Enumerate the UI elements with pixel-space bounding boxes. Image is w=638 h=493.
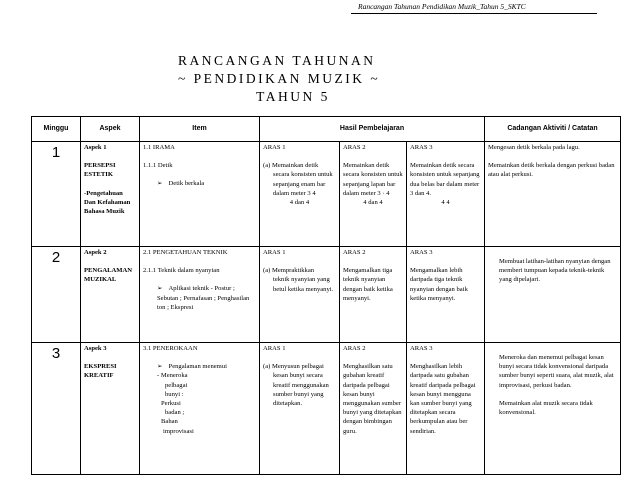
- item-line: pelbagai: [165, 381, 188, 389]
- aras-label: ARAS 3: [410, 249, 433, 256]
- aras2-cell: [340, 247, 407, 343]
- aspek-label: Aspek 3: [84, 345, 107, 352]
- table-header-row: [32, 117, 621, 142]
- aras-text: Menghasilkan satu gubahan kreatif daripada pelbagai kesan bunyi menggunakan sumber bunyi yang ditetapkan dengan bimbingan guru.: [343, 363, 402, 435]
- aras-text-end: 4 dan 4: [289, 199, 310, 207]
- header-aspek: Aspek: [81, 117, 140, 142]
- aras3-cell: [407, 343, 485, 475]
- item-line: badan ;: [165, 409, 185, 417]
- cadangan-cell: [485, 247, 621, 343]
- aras-text: Memainkan detik secara konsisten untuk sepanjang lapan bar dalam meter 3 · 4: [343, 162, 403, 197]
- page-title: [178, 52, 408, 106]
- aras-text-cont: secara konsisten untuk sepanjang enam bar dalam meter 3 4: [273, 171, 333, 197]
- aras-text: Mengamalkan lebih daripada tiga teknik nyanyian dengan baik ketika menyanyi.: [410, 267, 468, 302]
- aras2-cell: [340, 343, 407, 475]
- table-row: [32, 247, 621, 343]
- item-line: Perkusi: [161, 400, 181, 408]
- aras-text: (a) Menyusun pelbagai: [263, 363, 324, 371]
- aras-text: (a) Mempraktikkan: [263, 267, 315, 275]
- aras-text-cont: kesan bunyi secara kreatif menggunakan sumber bunyi yang ditetapkan.: [273, 372, 329, 408]
- aras-label: ARAS 2: [343, 345, 366, 352]
- item-cell: [140, 247, 260, 343]
- item-heading: 3.1 PENEROKAAN: [143, 345, 198, 352]
- item-bullet: ➢ Detik berkala: [143, 179, 256, 188]
- item-line: - Meneroka: [157, 372, 188, 380]
- week-number: 1: [32, 142, 81, 247]
- aras-text: Memainkan detik secara konsisten untuk sepanjang dua belas bar dalam meter 3 dan 4.: [410, 162, 480, 197]
- item-sub: 2.1.1 Teknik dalam nyanyian: [143, 267, 220, 275]
- header-item: Item: [140, 117, 260, 142]
- aras-label: ARAS 1: [263, 144, 286, 151]
- aras-text: Mengamalkan tiga teknik nyanyian dengan baik ketika menyanyi.: [343, 267, 393, 302]
- aspek-title: EKSPRESI KREATIF: [84, 363, 117, 380]
- cadangan-cell: [485, 343, 621, 475]
- aras1-cell: [260, 247, 340, 343]
- aspek-subtitle: -Pengetahuan Dan Kefahaman Bahasa Muzik: [84, 189, 131, 216]
- aspek-title: PERSEPSI ESTETIK: [84, 162, 116, 179]
- header-rule: [351, 13, 597, 14]
- cadangan-text: Membuat latihan-latihan nyanyian dengan memberi tumpuan kepada teknik-teknik yang dipelajari.: [499, 258, 611, 284]
- item-heading: 1.1 IRAMA: [143, 144, 175, 151]
- table-row: [32, 142, 621, 247]
- cadangan-text: Mengesan detik berkala pada lagu.: [488, 144, 580, 151]
- item-cell: [140, 142, 260, 247]
- cadangan-text: Memainkan alat muzik secara tidak konvensional.: [499, 399, 593, 417]
- aras-text-end: 4 4: [441, 199, 450, 207]
- week-number: 2: [32, 247, 81, 343]
- aspek-cell: [81, 247, 140, 343]
- header-cadangan-aktiviti: Cadangan Aktiviti / Catatan: [485, 117, 621, 142]
- cadangan-cell: [485, 142, 621, 247]
- table-row: [32, 343, 621, 475]
- aspek-cell: [81, 142, 140, 247]
- aspek-title: PENGALAMAN MUZIKAL: [84, 267, 132, 284]
- aspek-label: Aspek 1: [84, 144, 107, 151]
- item-heading: 2.1 PENGETAHUAN TEKNIK: [143, 249, 228, 256]
- annual-plan-table: [31, 116, 621, 475]
- title-line-2: ~ PENDIDIKAN MUZIK ~: [178, 71, 381, 86]
- cadangan-text: Meneroka dan menemui pelbagai kesan bunyi secara tidak konvensional daripada sumber bunyi seperti suara, alat muzik, alat improvisasi, perkusi badan.: [499, 354, 614, 389]
- aras-label: ARAS 2: [343, 249, 366, 256]
- aras3-cell: [407, 142, 485, 247]
- week-number: 3: [32, 343, 81, 475]
- title-line-1: RANCANGAN TAHUNAN: [178, 53, 376, 68]
- item-line: bunyi :: [165, 390, 184, 398]
- aras-label: ARAS 3: [410, 345, 433, 352]
- aras2-cell: [340, 142, 407, 247]
- item-bullet: ➢ Aplikasi teknik - Postur ; Sebutan ; Pernafasan ; Penghasilan ton ; Ekspresi: [143, 284, 256, 312]
- item-line: Bahan: [161, 418, 178, 426]
- aspek-label: Aspek 2: [84, 249, 107, 256]
- aras1-cell: [260, 142, 340, 247]
- aras-label: ARAS 3: [410, 144, 433, 151]
- header-minggu: Minggu: [32, 117, 81, 142]
- item-line: improvisasi: [163, 427, 194, 435]
- aras-text: Menghasilkan lebih daripada satu gubahan kreatif daripada pelbagai kesan bunyi mengguna kan sumber bunyi yang ditetapkan secara berkumpulan atau ber sendirian.: [410, 363, 476, 435]
- aras-label: ARAS 1: [263, 345, 286, 352]
- aspek-cell: [81, 343, 140, 475]
- document-header: Rancangan Tahunan Pendidikan Muzik_Tahun 5_SKTC: [358, 2, 526, 11]
- aras-text-end: 4 dan 4: [363, 199, 383, 207]
- title-line-3: TAHUN 5: [256, 89, 330, 104]
- item-cell: [140, 343, 260, 475]
- item-sub: 1.1.1 Detik: [143, 162, 173, 170]
- aras1-cell: [260, 343, 340, 475]
- item-bullet: ➢ Pengalaman menemui: [143, 362, 256, 371]
- aras-label: ARAS 1: [263, 249, 286, 256]
- aras3-cell: [407, 247, 485, 343]
- aras-text: (a) Memainkan detik: [263, 162, 319, 170]
- aras-label: ARAS 2: [343, 144, 366, 151]
- aras-text-cont: teknik nyanyian yang betul ketika menyanyi.: [273, 276, 334, 293]
- header-hasil-pembelajaran: Hasil Pembelajaran: [260, 117, 485, 142]
- cadangan-text: Memainkan detik berkala dengan perkusi badan atau alat perkusi.: [488, 162, 615, 179]
